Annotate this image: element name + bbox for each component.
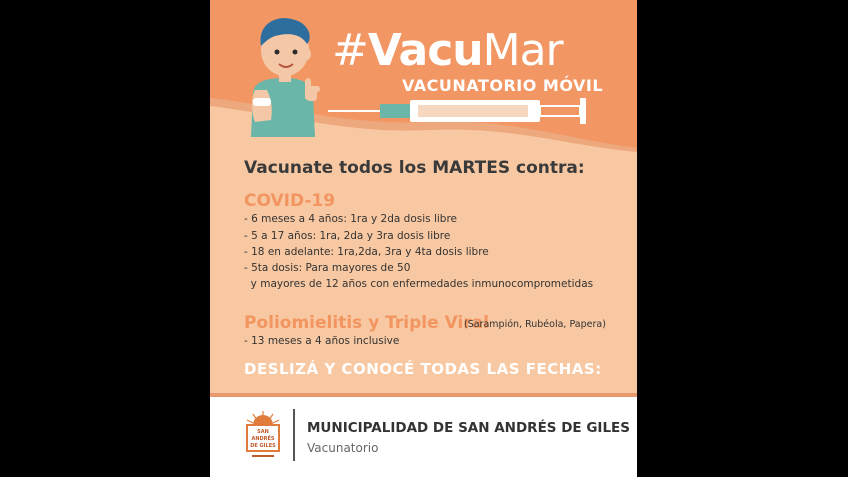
intro-text: Vacunate todos los MARTES contra: <box>244 158 585 178</box>
svg-text:ANDRÉS: ANDRÉS <box>251 436 275 442</box>
syringe-icon <box>328 96 593 128</box>
polio-line: - 13 meses a 4 años inclusive <box>244 335 400 347</box>
hashtag-prefix: # <box>332 25 368 76</box>
municipality-name: MUNICIPALIDAD DE SAN ANDRÉS DE GILES <box>307 420 631 436</box>
covid-title: COVID-19 <box>244 191 336 211</box>
cartoon-boy-icon <box>245 12 325 137</box>
footer <box>210 397 637 477</box>
hashtag-light: Mar <box>482 25 563 76</box>
svg-text:DE GILES: DE GILES <box>250 443 276 449</box>
poster <box>210 0 637 477</box>
covid-line: - 18 en adelante: 1ra,2da, 3ra y 4ta dosis libre <box>244 246 489 258</box>
department-name: Vacunatorio <box>307 441 379 455</box>
svg-text:SAN: SAN <box>257 429 269 435</box>
sun-logo-icon <box>244 409 282 461</box>
polio-note: (Sarampión, Rubéola, Papera) <box>464 319 606 330</box>
hashtag-bold: Vacu <box>367 25 483 76</box>
polio-title: Poliomielitis y Triple Viral <box>244 313 489 333</box>
cta-text: DESLIZÁ Y CONOCÉ TODAS LAS FECHAS: <box>244 360 602 378</box>
footer-divider <box>293 409 295 461</box>
covid-line: - 5ta dosis: Para mayores de 50 <box>244 262 411 274</box>
covid-line: y mayores de 12 años con enfermedades inmunocomprometidas <box>244 278 594 290</box>
covid-line: - 5 a 17 años: 1ra, 2da y 3ra dosis libre <box>244 230 451 242</box>
subtitle: VACUNATORIO MÓVIL <box>402 76 604 95</box>
covid-line: - 6 meses a 4 años: 1ra y 2da dosis libre <box>244 213 457 225</box>
hashtag-title <box>332 26 563 76</box>
